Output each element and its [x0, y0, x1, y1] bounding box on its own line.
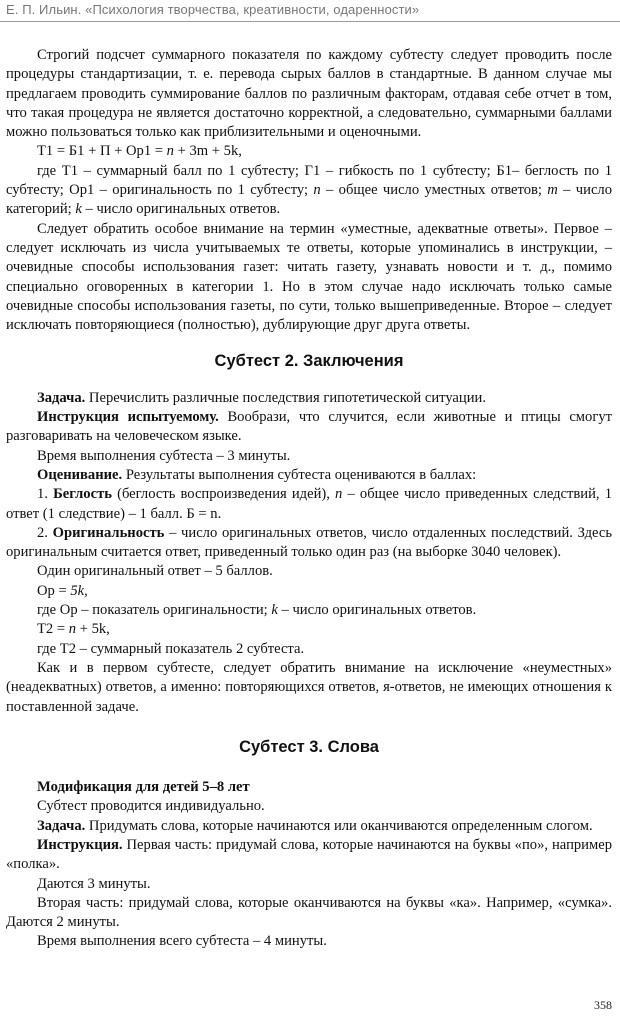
subtest-2-originality: 2. Оригинальность – число оригинальных ответов, число отдаленных последствий. Здесь оригинальным считается ответ, приведенный только один раз (на выборке 3040 человек). [6, 524, 612, 561]
subtest-3-task: Задача. Придумать слова, которые начинаются или оканчиваются определенным слогом. [37, 817, 593, 834]
subtest-3-individual: Субтест проводится индивидуально. [37, 798, 265, 815]
subtest-2-title: Субтест 2. Заключения [214, 352, 404, 371]
subtest-2-scoring: Оценивание. Результаты выполнения субтеста оцениваются в баллах: [37, 466, 477, 483]
formula-t2: Т2 = n + 5k, [37, 621, 110, 638]
paragraph-standardization: Строгий подсчет суммарного показателя по каждому субтесту следует проводить после процедуры стандартизации, т. е. перевода сырых баллов в стандартные. В данном случае мы предлагаем проводить суммирование баллов по различным факторам, отдавая себе отчет в том, что такая процедура не является достаточно корректной, а следовательно, суммарными баллами можно пользоваться только как приблизительными и оценочными. [6, 47, 612, 141]
running-header: Е. П. Ильин. «Психология творчества, креативности, одаренности» [6, 2, 420, 17]
formula-op-legend: где Ор – показатель оригинальности; k – число оригинальных ответов. [37, 602, 477, 619]
subtest-3-modification: Модификация для детей 5–8 лет [37, 779, 250, 796]
subtest-2-instruction: Инструкция испытуемому. Вообрази, что случится, если животные и птицы смогут разговаривать на человеческом языке. [6, 409, 613, 445]
paragraph-relevant-answers: Следует обратить особое внимание на термин «уместные, адекватные ответы». Первое – следует исключать из числа учитываемых те ответы, которые упоминались в инструкции, – очевидные способы использования газет: читать газету, узнавать новости и т. д., помимо специально оговоренных в категории 1. Но в этом случае надо исключать только самые очевидные способы использования газеты, по сути, только вышеприведенные. Второе – следует исключать повторяющиеся (полностью), дублирующие друг друга ответы. [6, 220, 612, 334]
subtest-3-title: Субтест 3. Слова [239, 737, 379, 756]
page-number: 358 [594, 998, 612, 1012]
subtest-3-total-time: Время выполнения всего субтеста – 4 минуты. [37, 933, 327, 950]
header-rule [0, 21, 620, 22]
subtest-3-instruction: Инструкция. Первая часть: придумай слова, которые начинаются на буквы «по», например «полка». [6, 836, 612, 873]
formula-t1-legend: где Т1 – суммарный балл по 1 субтесту; Г1 – гибкость по 1 субтесту; Б1– беглость по 1 субтесту; Ор1 – оригинальность по 1 субтесту; n – общее число уместных ответов; m – число категорий; k – число оригинальных ответов. [6, 162, 612, 218]
subtest-2-fluency: 1. Беглость (беглость воспроизведения идей), n – общее число приведенных следствий, 1 ответ (1 следствие) – 1 балл. Б = n. [6, 486, 613, 522]
subtest-2-one-original: Один оригинальный ответ – 5 баллов. [37, 563, 273, 580]
formula-t2-legend: где Т2 – суммарный показатель 2 субтеста. [37, 640, 305, 657]
formula-op: Ор = 5k, [37, 582, 88, 599]
formula-t1: Т1 = Б1 + П + Ор1 = n + 3m + 5k, [37, 143, 242, 160]
subtest-3-second-part: Вторая часть: придумай слова, которые оканчиваются на буквы «ка». Например, «сумка». Даются 2 минуты. [6, 894, 612, 931]
subtest-2-time: Время выполнения субтеста – 3 минуты. [37, 447, 291, 464]
subtest-3-given: Даются 3 минуты. [37, 875, 151, 892]
subtest-2-task: Задача. Перечислить различные последствия гипотетической ситуации. [37, 389, 486, 406]
page-body [6, 46, 612, 952]
subtest-2-final-note: Как и в первом субтесте, следует обратить внимание на исключение «неуместных» (неадекватных) ответов, а именно: повторяющихся ответов, я-ответов, не имеющих отношения к поставленной задаче. [6, 659, 612, 715]
